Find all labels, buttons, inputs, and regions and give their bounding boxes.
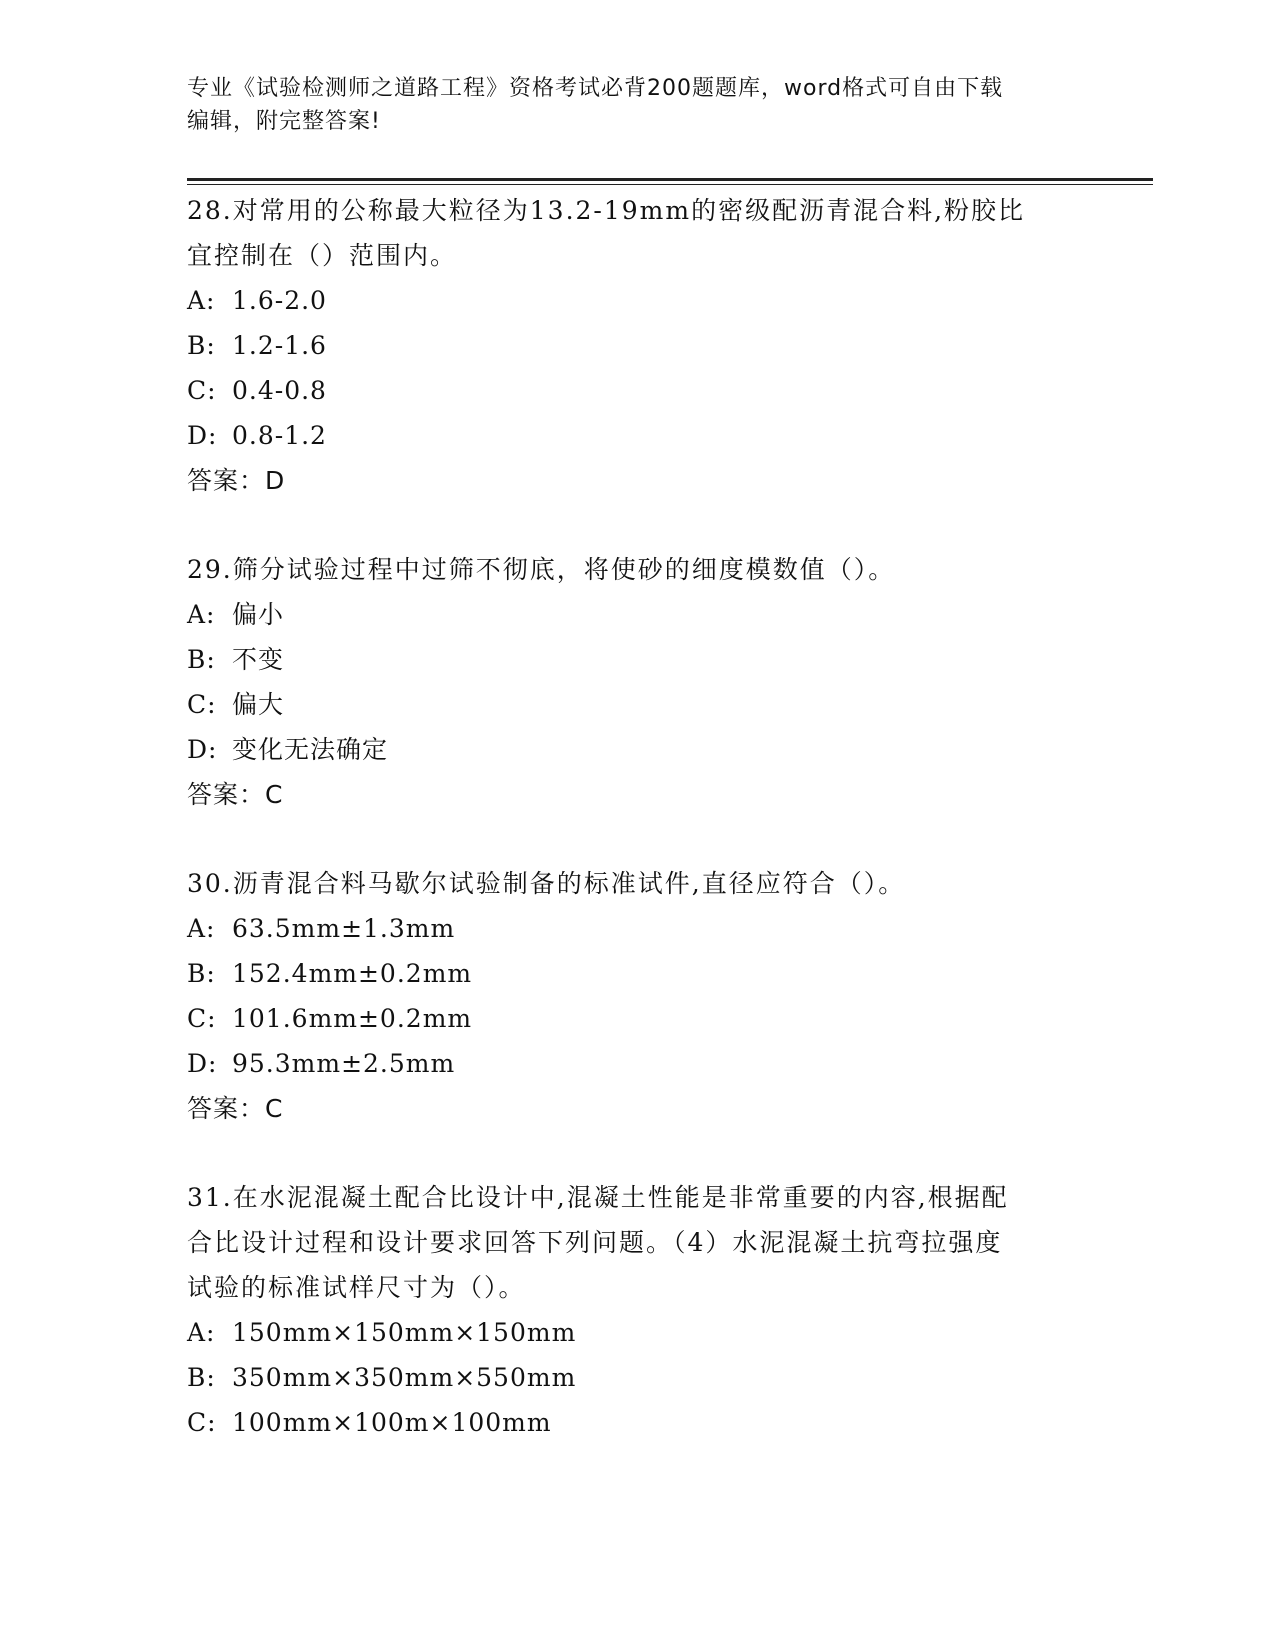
option-key: A: <box>187 914 216 943</box>
option-d <box>187 413 1087 458</box>
question-stem-line: 宜控制在（）范围内。 <box>187 241 458 270</box>
option-text: 95.3mm±2.5mm <box>232 1049 456 1078</box>
question-30 <box>187 861 1087 1131</box>
question-31 <box>187 1175 1087 1445</box>
option-text: 350mm×350mm×550mm <box>232 1363 577 1392</box>
option-key: B: <box>187 331 216 360</box>
header-divider-thin <box>187 184 1153 185</box>
option-text: 152.4mm±0.2mm <box>232 959 473 988</box>
option-c <box>187 368 1087 413</box>
option-key: B: <box>187 959 216 988</box>
option-key: B: <box>187 1363 216 1392</box>
question-stem-line: 30.沥青混合料马歇尔试验制备的标准试件,直径应符合（）。 <box>187 869 906 898</box>
option-key: D: <box>187 421 218 450</box>
option-text: 变化无法确定 <box>232 735 389 764</box>
option-key: A: <box>187 286 216 315</box>
option-text: 100mm×100m×100mm <box>232 1408 552 1437</box>
option-key: C: <box>187 1004 217 1033</box>
option-text: 0.4-0.8 <box>232 376 327 405</box>
option-text: 偏大 <box>232 690 285 719</box>
question-stem-line: 29.筛分试验过程中过筛不彻底，将使砂的细度模数值（）。 <box>187 555 896 584</box>
option-b <box>187 951 1087 996</box>
option-c <box>187 682 1087 727</box>
option-b <box>187 637 1087 682</box>
answer-line: 答案：D <box>187 466 286 495</box>
answer-line: 答案：C <box>187 780 284 809</box>
option-key: C: <box>187 376 217 405</box>
option-a <box>187 278 1087 323</box>
option-b <box>187 1355 1087 1400</box>
option-key: C: <box>187 690 217 719</box>
question-stem-line: 31.在水泥混凝土配合比设计中,混凝土性能是非常重要的内容,根据配 <box>187 1183 1009 1212</box>
answer-line: 答案：C <box>187 1094 284 1123</box>
option-key: A: <box>187 1318 216 1347</box>
header-line-1: 专业《试验检测师之道路工程》资格考试必背200题题库，word格式可自由下载 <box>187 76 1004 101</box>
question-stem-line: 合比设计过程和设计要求回答下列问题。（4）水泥混凝土抗弯拉强度 <box>187 1228 1003 1257</box>
option-key: A: <box>187 600 216 629</box>
option-key: B: <box>187 645 216 674</box>
option-c <box>187 1400 1087 1445</box>
document-header <box>187 72 1067 138</box>
option-text: 不变 <box>232 645 285 674</box>
header-divider-thick <box>187 178 1153 181</box>
option-a <box>187 592 1087 637</box>
question-28 <box>187 188 1087 503</box>
question-stem-line: 28.对常用的公称最大粒径为13.2-19mm的密级配沥青混合料,粉胶比 <box>187 196 1026 225</box>
option-text: 1.2-1.6 <box>232 331 327 360</box>
header-line-2: 编辑，附完整答案! <box>187 109 381 134</box>
option-text: 1.6-2.0 <box>232 286 327 315</box>
option-text: 偏小 <box>232 600 285 629</box>
option-key: D: <box>187 735 218 764</box>
option-text: 0.8-1.2 <box>232 421 327 450</box>
question-29 <box>187 547 1087 817</box>
option-key: D: <box>187 1049 218 1078</box>
option-a <box>187 906 1087 951</box>
option-b <box>187 323 1087 368</box>
option-text: 150mm×150mm×150mm <box>232 1318 577 1347</box>
question-list <box>187 188 1087 1489</box>
question-stem-line: 试验的标准试样尺寸为（）。 <box>187 1273 526 1302</box>
option-d <box>187 1041 1087 1086</box>
option-a <box>187 1310 1087 1355</box>
option-key: C: <box>187 1408 217 1437</box>
option-text: 101.6mm±0.2mm <box>232 1004 473 1033</box>
option-text: 63.5mm±1.3mm <box>232 914 456 943</box>
option-d <box>187 727 1087 772</box>
option-c <box>187 996 1087 1041</box>
